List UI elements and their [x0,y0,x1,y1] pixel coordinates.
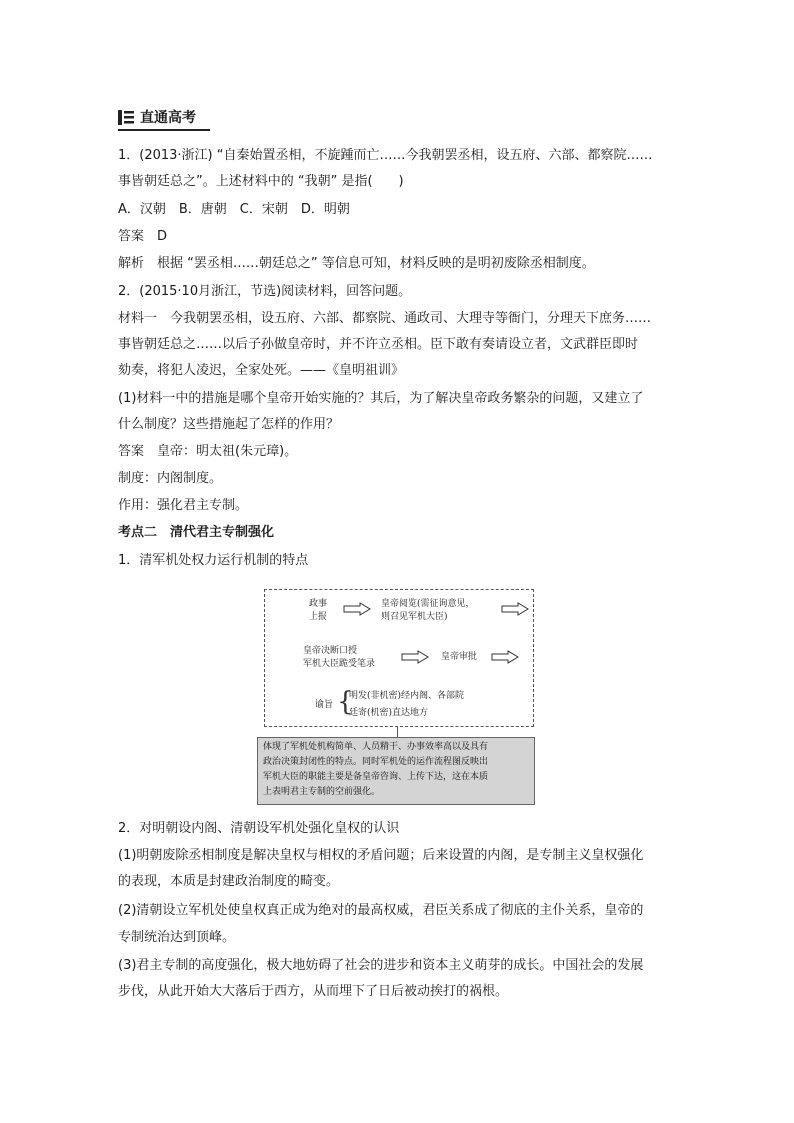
q2-answer-line2: 制度：内阁制度。 [118,471,223,486]
q2-stem: 2．(2015·10月浙江，节选)阅读材料，回答问题。 [118,284,412,299]
part2-p3-line1: (3)君主专制的高度强化，极大地妨碍了社会的进步和资本主义萌芽的成长。中国社会的发展 [118,958,644,973]
q2-material-line2: 事皆朝廷总之……以后子孙做皇帝时，并不许立丞相。臣下敢有奏请设立者，文武群臣即时 [118,337,639,352]
flow-diagram [264,589,534,727]
flow-step2-line1: 皇帝阅览(需征询意见， [381,599,475,609]
kaodian2-title: 考点二 清代君主专制强化 [118,525,275,540]
part2-p3-line2: 步伐，从此开始大大落后于西方，从而埋下了日后被动挨打的祸根。 [118,984,509,999]
note-line1: 体现了军机处机构简单、人员精干、办事效率高以及具有 [263,742,489,752]
q1-stem-line2: 事皆朝廷总之”。上述材料中的 “我朝” 是指( ) [118,174,404,189]
q1-options: A．汉朝 B．唐朝 C．宋朝 D．明朝 [118,202,350,217]
flow-step1-line2: 上报 [309,612,328,622]
q1-analysis: 解析 根据 “罢丞相……朝廷总之” 等信息可知，材料反映的是明初废除丞相制度。 [118,256,595,271]
q1-stem-line1: 1．(2013·浙江) “自秦始置丞相，不旋踵而亡……今我朝罢丞相，设五府、六部、都察院…… [118,148,653,163]
part2-p1-line2: 的表现，本质是封建政治制度的畸变。 [118,874,340,889]
kaodian2-sub1: 1．清军机处权力运行机制的特点 [118,553,309,568]
flow-step1-line1: 政事 [309,599,328,609]
flow-step2-line2: 则召见军机大臣) [381,612,448,622]
flow-edict: 谕旨 [315,700,334,710]
flow-arrow-icon [401,650,429,664]
section-title: 直通高考 [140,110,196,126]
part2-title: 2．对明朝设内阁、清朝设军机处强化皇权的认识 [118,821,400,836]
q2-material-line3: 劾奏，将犯人凌迟，全家处死。——《皇明祖训》 [118,363,405,378]
note-line3: 军机大臣的职能主要是备皇帝咨询、上传下达，这在本质 [263,772,489,782]
flow-branch2: 廷寄(机密)直达地方 [349,708,429,718]
part2-p2-line2: 专制统治达到顶峰。 [118,930,236,945]
part2-p2-line1: (2)清朝设立军机处使皇权真正成为绝对的最高权威，君臣关系成了彻底的主仆关系，皇帝的 [118,903,644,918]
brace-icon: { [337,687,354,717]
diagram-note-box [257,737,535,805]
flow-step4: 皇帝审批 [441,652,478,662]
q2-answer-line3: 作用：强化君主专制。 [118,498,249,513]
list-block-icon [118,110,134,125]
note-line2: 政治决策封闭性的特点。同时军机处的运作流程图反映出 [263,757,489,767]
part2-p1-line1: (1)明朝废除丞相制度是解决皇权与相权的矛盾问题；后来设置的内阁，是专制主义皇权强化 [118,848,644,863]
q2-answer-line1: 答案 皇帝：明太祖(朱元璋)。 [118,444,298,459]
flow-branch1: 明发(非机密)经内阁、各部院 [349,691,465,701]
section-underline [118,129,210,131]
q2-material-line1: 材料一 今我朝罢丞相，设五府、六部、都察院、通政司、大理寺等衙门，分理天下庶务…… [118,311,652,326]
note-line4: 上表明君主专制的空前强化。 [263,787,381,797]
flow-step3-line1: 皇帝决断口授 [303,646,358,656]
q2-ask-line1: (1)材料一中的措施是哪个皇帝开始实施的？其后，为了解决皇帝政务繁杂的问题，又建立了 [118,391,644,406]
flow-arrow-icon [343,602,371,616]
flow-arrow-icon [501,602,529,616]
q2-ask-line2: 什么制度？这些措施起了怎样的作用？ [118,417,340,432]
flow-arrow-icon [491,650,519,664]
q1-answer: 答案 D [118,229,168,244]
flow-step3-line2: 军机大臣跪受笔录 [303,659,376,669]
section-heading [118,108,210,128]
